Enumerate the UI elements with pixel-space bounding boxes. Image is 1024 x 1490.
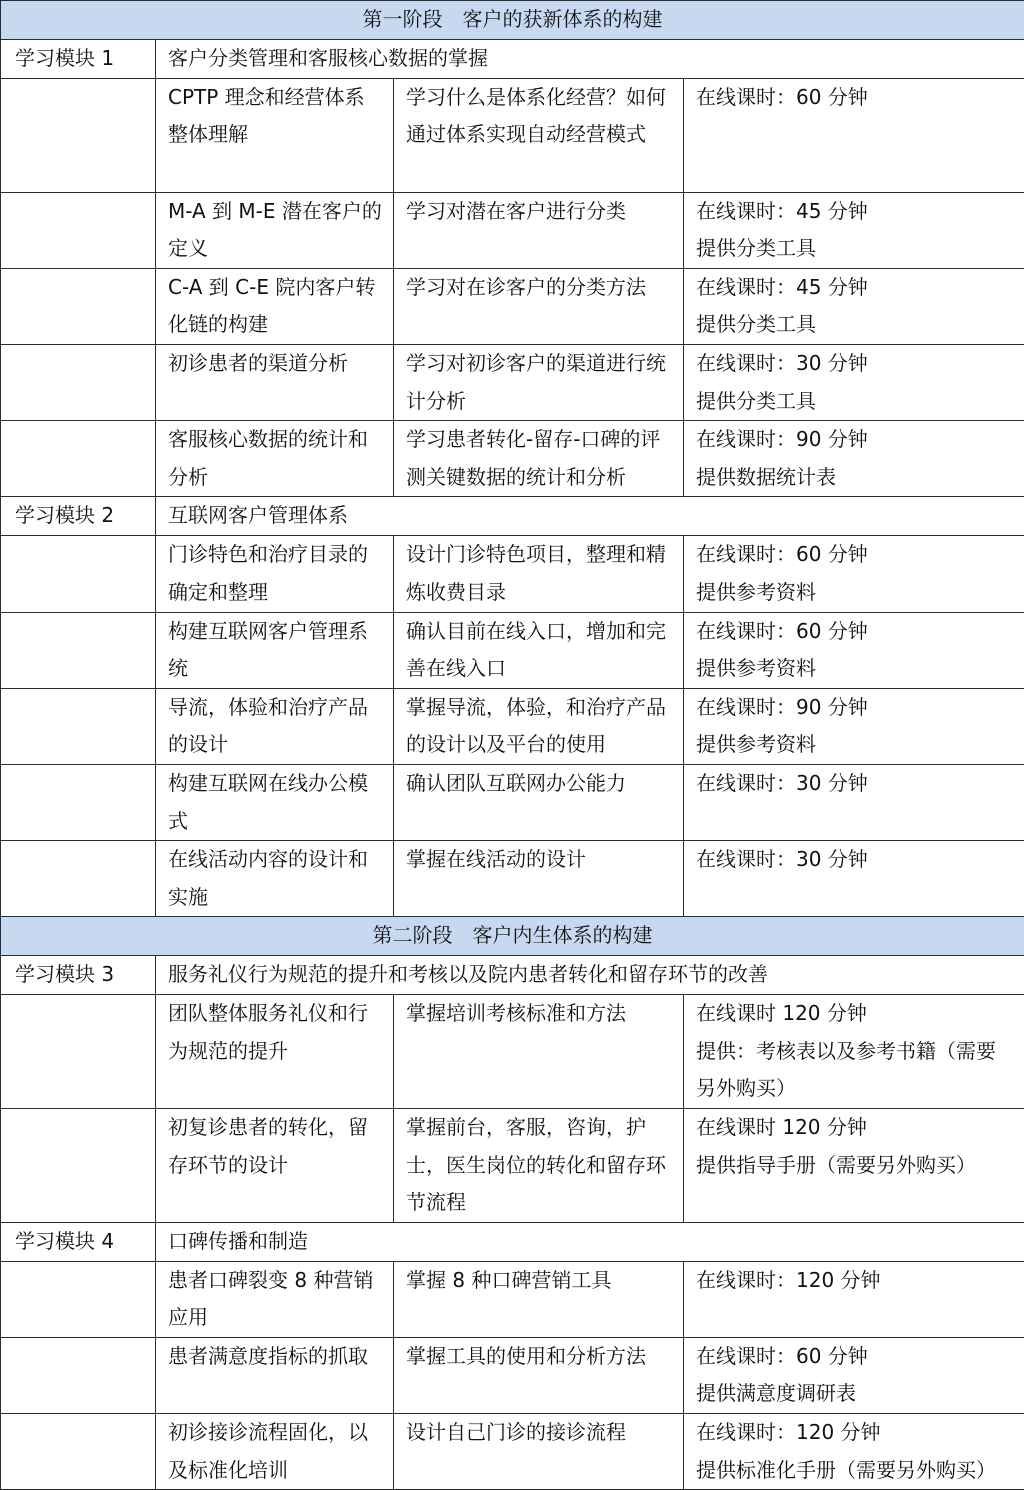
lesson-detail-line: 在线课时：90 分钟 — [696, 421, 1014, 459]
lesson-empty-cell — [1, 1414, 156, 1490]
lesson-detail-line: 在线课时 120 分钟 — [696, 995, 1014, 1033]
lesson-detail-line: 提供标准化手册（需要另外购买） — [696, 1452, 1014, 1490]
lesson-detail-line: 在线课时：60 分钟 — [696, 1338, 1014, 1376]
lesson-detail-line: 提供参考资料 — [696, 574, 1014, 612]
lesson-content: 确认团队互联网办公能力 — [394, 764, 684, 840]
lesson-content: 掌握 8 种口碑营销工具 — [394, 1261, 684, 1337]
lesson-details — [684, 995, 1024, 1109]
lesson-details — [684, 612, 1024, 688]
stage-header-cell — [1, 917, 1024, 956]
lesson-topic: CPTP 理念和经营体系整体理解 — [156, 78, 394, 192]
lesson-empty-cell — [1, 995, 156, 1109]
lesson-details — [684, 688, 1024, 764]
lesson-topic: 客服核心数据的统计和分析 — [156, 421, 394, 497]
lesson-detail-line: 在线课时：30 分钟 — [696, 345, 1014, 383]
lesson-detail-line: 在线课时：60 分钟 — [696, 536, 1014, 574]
lesson-detail-line: 提供分类工具 — [696, 306, 1014, 344]
stage-header-row — [1, 1, 1024, 40]
lesson-detail-line: 提供分类工具 — [696, 383, 1014, 421]
lesson-content: 学习对潜在客户进行分类 — [394, 192, 684, 268]
lesson-empty-cell — [1, 1337, 156, 1413]
lesson-empty-cell — [1, 1109, 156, 1223]
lesson-row — [1, 1261, 1024, 1337]
lesson-topic: 初复诊患者的转化，留存环节的设计 — [156, 1109, 394, 1223]
lesson-content: 确认目前在线入口，增加和完善在线入口 — [394, 612, 684, 688]
module-header-row — [1, 956, 1024, 995]
lesson-topic: 在线活动内容的设计和实施 — [156, 841, 394, 917]
lesson-topic: 患者口碑裂变 8 种营销应用 — [156, 1261, 394, 1337]
stage-title: 客户内生体系的构建 — [473, 923, 653, 947]
lesson-empty-cell — [1, 344, 156, 420]
module-label: 学习模块 3 — [1, 956, 156, 995]
lesson-topic: 团队整体服务礼仪和行为规范的提升 — [156, 995, 394, 1109]
lesson-topic: C-A 到 C-E 院内客户转化链的构建 — [156, 268, 394, 344]
module-label: 学习模块 4 — [1, 1223, 156, 1262]
lesson-row — [1, 841, 1024, 917]
lesson-topic: 患者满意度指标的抓取 — [156, 1337, 394, 1413]
lesson-detail-line: 在线课时：60 分钟 — [696, 613, 1014, 651]
lesson-details — [684, 192, 1024, 268]
lesson-detail-line: 在线课时：30 分钟 — [696, 841, 1014, 879]
module-label: 学习模块 2 — [1, 497, 156, 536]
lesson-detail-line: 在线课时：120 分钟 — [696, 1414, 1014, 1452]
curriculum-table-body — [1, 1, 1024, 1490]
lesson-row — [1, 1109, 1024, 1223]
lesson-details — [684, 841, 1024, 917]
stage-title: 客户的获新体系的构建 — [463, 7, 663, 31]
module-label: 学习模块 1 — [1, 39, 156, 78]
lesson-row — [1, 536, 1024, 612]
lesson-row — [1, 688, 1024, 764]
lesson-empty-cell — [1, 192, 156, 268]
lesson-content: 设计自己门诊的接诊流程 — [394, 1414, 684, 1490]
lesson-detail-line: 在线课时：30 分钟 — [696, 765, 1014, 803]
lesson-details — [684, 344, 1024, 420]
lesson-topic: 门诊特色和治疗目录的确定和整理 — [156, 536, 394, 612]
lesson-details — [684, 764, 1024, 840]
lesson-content: 掌握工具的使用和分析方法 — [394, 1337, 684, 1413]
lesson-empty-cell — [1, 536, 156, 612]
lesson-row — [1, 268, 1024, 344]
lesson-row — [1, 1414, 1024, 1490]
module-title: 互联网客户管理体系 — [156, 497, 1024, 536]
lesson-detail-line: 在线课时：45 分钟 — [696, 269, 1014, 307]
lesson-empty-cell — [1, 421, 156, 497]
lesson-detail-line: 提供参考资料 — [696, 650, 1014, 688]
module-header-row — [1, 1223, 1024, 1262]
stage-header-cell — [1, 1, 1024, 40]
lesson-content: 学习什么是体系化经营？如何通过体系实现自动经营模式 — [394, 78, 684, 192]
lesson-topic: 导流，体验和治疗产品的设计 — [156, 688, 394, 764]
lesson-detail-line: 提供数据统计表 — [696, 459, 1014, 497]
lesson-topic: 初诊接诊流程固化，以及标准化培训 — [156, 1414, 394, 1490]
lesson-detail-line: 在线课时：120 分钟 — [696, 1262, 1014, 1300]
lesson-content: 学习对在诊客户的分类方法 — [394, 268, 684, 344]
lesson-details — [684, 1261, 1024, 1337]
lesson-row — [1, 995, 1024, 1109]
lesson-row — [1, 421, 1024, 497]
lesson-details — [684, 536, 1024, 612]
lesson-details — [684, 78, 1024, 192]
lesson-content: 掌握培训考核标准和方法 — [394, 995, 684, 1109]
lesson-detail-line: 提供满意度调研表 — [696, 1375, 1014, 1413]
lesson-topic: 初诊患者的渠道分析 — [156, 344, 394, 420]
lesson-row — [1, 78, 1024, 192]
lesson-detail-line: 在线课时：45 分钟 — [696, 193, 1014, 231]
stage-phase: 第一阶段 — [363, 7, 443, 31]
lesson-row — [1, 612, 1024, 688]
lesson-topic: 构建互联网在线办公模式 — [156, 764, 394, 840]
lesson-empty-cell — [1, 1261, 156, 1337]
lesson-details — [684, 1337, 1024, 1413]
stage-phase: 第二阶段 — [373, 923, 453, 947]
lesson-row — [1, 344, 1024, 420]
module-title: 客户分类管理和客服核心数据的掌握 — [156, 39, 1024, 78]
lesson-content: 掌握前台，客服，咨询，护士，医生岗位的转化和留存环节流程 — [394, 1109, 684, 1223]
lesson-row — [1, 1337, 1024, 1413]
lesson-empty-cell — [1, 688, 156, 764]
lesson-detail-line: 在线课时：60 分钟 — [696, 79, 1014, 117]
lesson-empty-cell — [1, 268, 156, 344]
lesson-content: 掌握导流，体验，和治疗产品的设计以及平台的使用 — [394, 688, 684, 764]
lesson-details — [684, 268, 1024, 344]
lesson-content: 学习患者转化-留存-口碑的评测关键数据的统计和分析 — [394, 421, 684, 497]
module-title: 服务礼仪行为规范的提升和考核以及院内患者转化和留存环节的改善 — [156, 956, 1024, 995]
lesson-row — [1, 764, 1024, 840]
lesson-detail-line: 在线课时 120 分钟 — [696, 1109, 1014, 1147]
lesson-detail-line: 在线课时：90 分钟 — [696, 689, 1014, 727]
lesson-empty-cell — [1, 78, 156, 192]
lesson-detail-line: 提供指导手册（需要另外购买） — [696, 1147, 1014, 1185]
lesson-content: 掌握在线活动的设计 — [394, 841, 684, 917]
module-title: 口碑传播和制造 — [156, 1223, 1024, 1262]
lesson-detail-line: 提供参考资料 — [696, 726, 1014, 764]
lesson-details — [684, 421, 1024, 497]
lesson-topic: M-A 到 M-E 潜在客户的定义 — [156, 192, 394, 268]
lesson-empty-cell — [1, 764, 156, 840]
lesson-topic: 构建互联网客户管理系统 — [156, 612, 394, 688]
lesson-empty-cell — [1, 612, 156, 688]
lesson-content: 学习对初诊客户的渠道进行统计分析 — [394, 344, 684, 420]
lesson-row — [1, 192, 1024, 268]
lesson-content: 设计门诊特色项目，整理和精炼收费目录 — [394, 536, 684, 612]
lesson-empty-cell — [1, 841, 156, 917]
module-header-row — [1, 39, 1024, 78]
lesson-detail-line: 提供：考核表以及参考书籍（需要另外购买） — [696, 1033, 1014, 1108]
stage-header-row — [1, 917, 1024, 956]
module-header-row — [1, 497, 1024, 536]
lesson-details — [684, 1414, 1024, 1490]
lesson-details — [684, 1109, 1024, 1223]
lesson-detail-line: 提供分类工具 — [696, 230, 1014, 268]
